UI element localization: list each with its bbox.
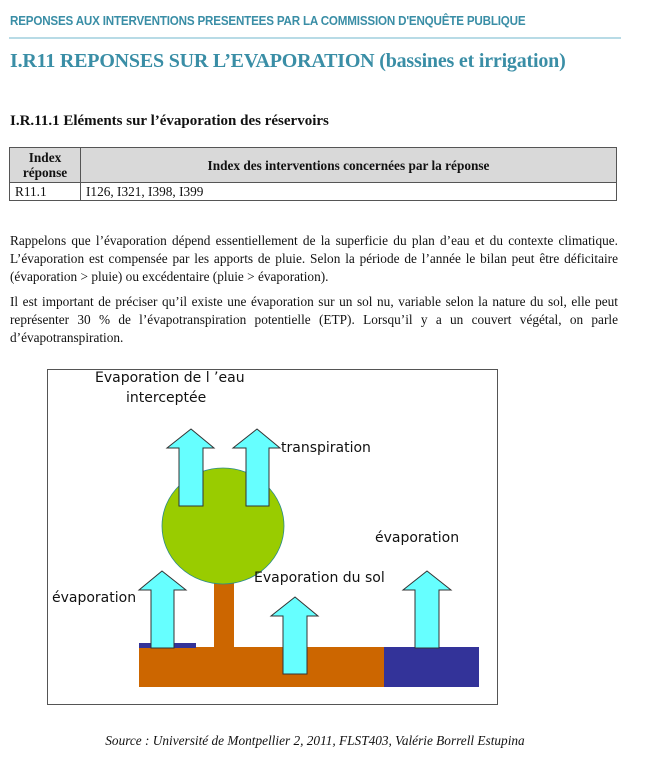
label-intercept: Evaporation de l ’eau <box>95 370 245 386</box>
figure-caption: Source : Université de Montpellier 2, 2011, FLST403, Valérie Borrell Estupina <box>105 733 525 748</box>
index-table <box>9 147 617 201</box>
tree-trunk <box>214 580 234 648</box>
table-cell: R11.1 <box>10 183 81 201</box>
table-header: Index des interventions concernées par la réponse <box>81 148 617 183</box>
label-evaporation-sol: Evaporation du sol <box>254 570 385 586</box>
table-header: Index réponse <box>10 148 81 183</box>
table-row <box>10 183 617 201</box>
label-intercept-2: interceptée <box>126 390 207 406</box>
label-evaporation-right: évaporation <box>375 530 460 546</box>
paragraph: Il est important de préciser qu’il existe une évaporation sur un sol nu, variable selon la nature du sol, elle peut représenter 30 % de l’évapotranspiration potentielle (ETP). Lorsqu’il y a un couvert végétal, on parle d’évapotranspiration. <box>10 294 618 345</box>
section-title: I.R11 REPONSES SUR L’EVAPORATION (bassines et irrigation) <box>10 50 566 72</box>
water-body <box>384 647 479 687</box>
evaporation-diagram <box>47 369 499 706</box>
subsection-title: I.R.11.1 Eléments sur l’évaporation des réservoirs <box>10 113 329 129</box>
label-transpiration: transpiration <box>281 440 371 456</box>
header-divider <box>9 37 621 39</box>
soil <box>139 647 384 687</box>
running-header: REPONSES AUX INTERVENTIONS PRESENTEES PAR LA COMMISSION D'ENQUÊTE PUBLIQUE <box>10 14 526 28</box>
body-text <box>10 232 618 354</box>
table-cell: I126, I321, I398, I399 <box>81 183 617 201</box>
table-header-row <box>10 148 617 183</box>
label-evaporation-left: évaporation <box>52 590 137 606</box>
paragraph: Rappelons que l’évaporation dépend essentiellement de la superficie du plan d’eau et du contexte climatique. L’évaporation est compensée par les apports de pluie. Selon la période de l’année le bilan peut être déficitaire (évaporation > pluie) ou excédentaire (pluie > évaporation). <box>10 233 618 284</box>
